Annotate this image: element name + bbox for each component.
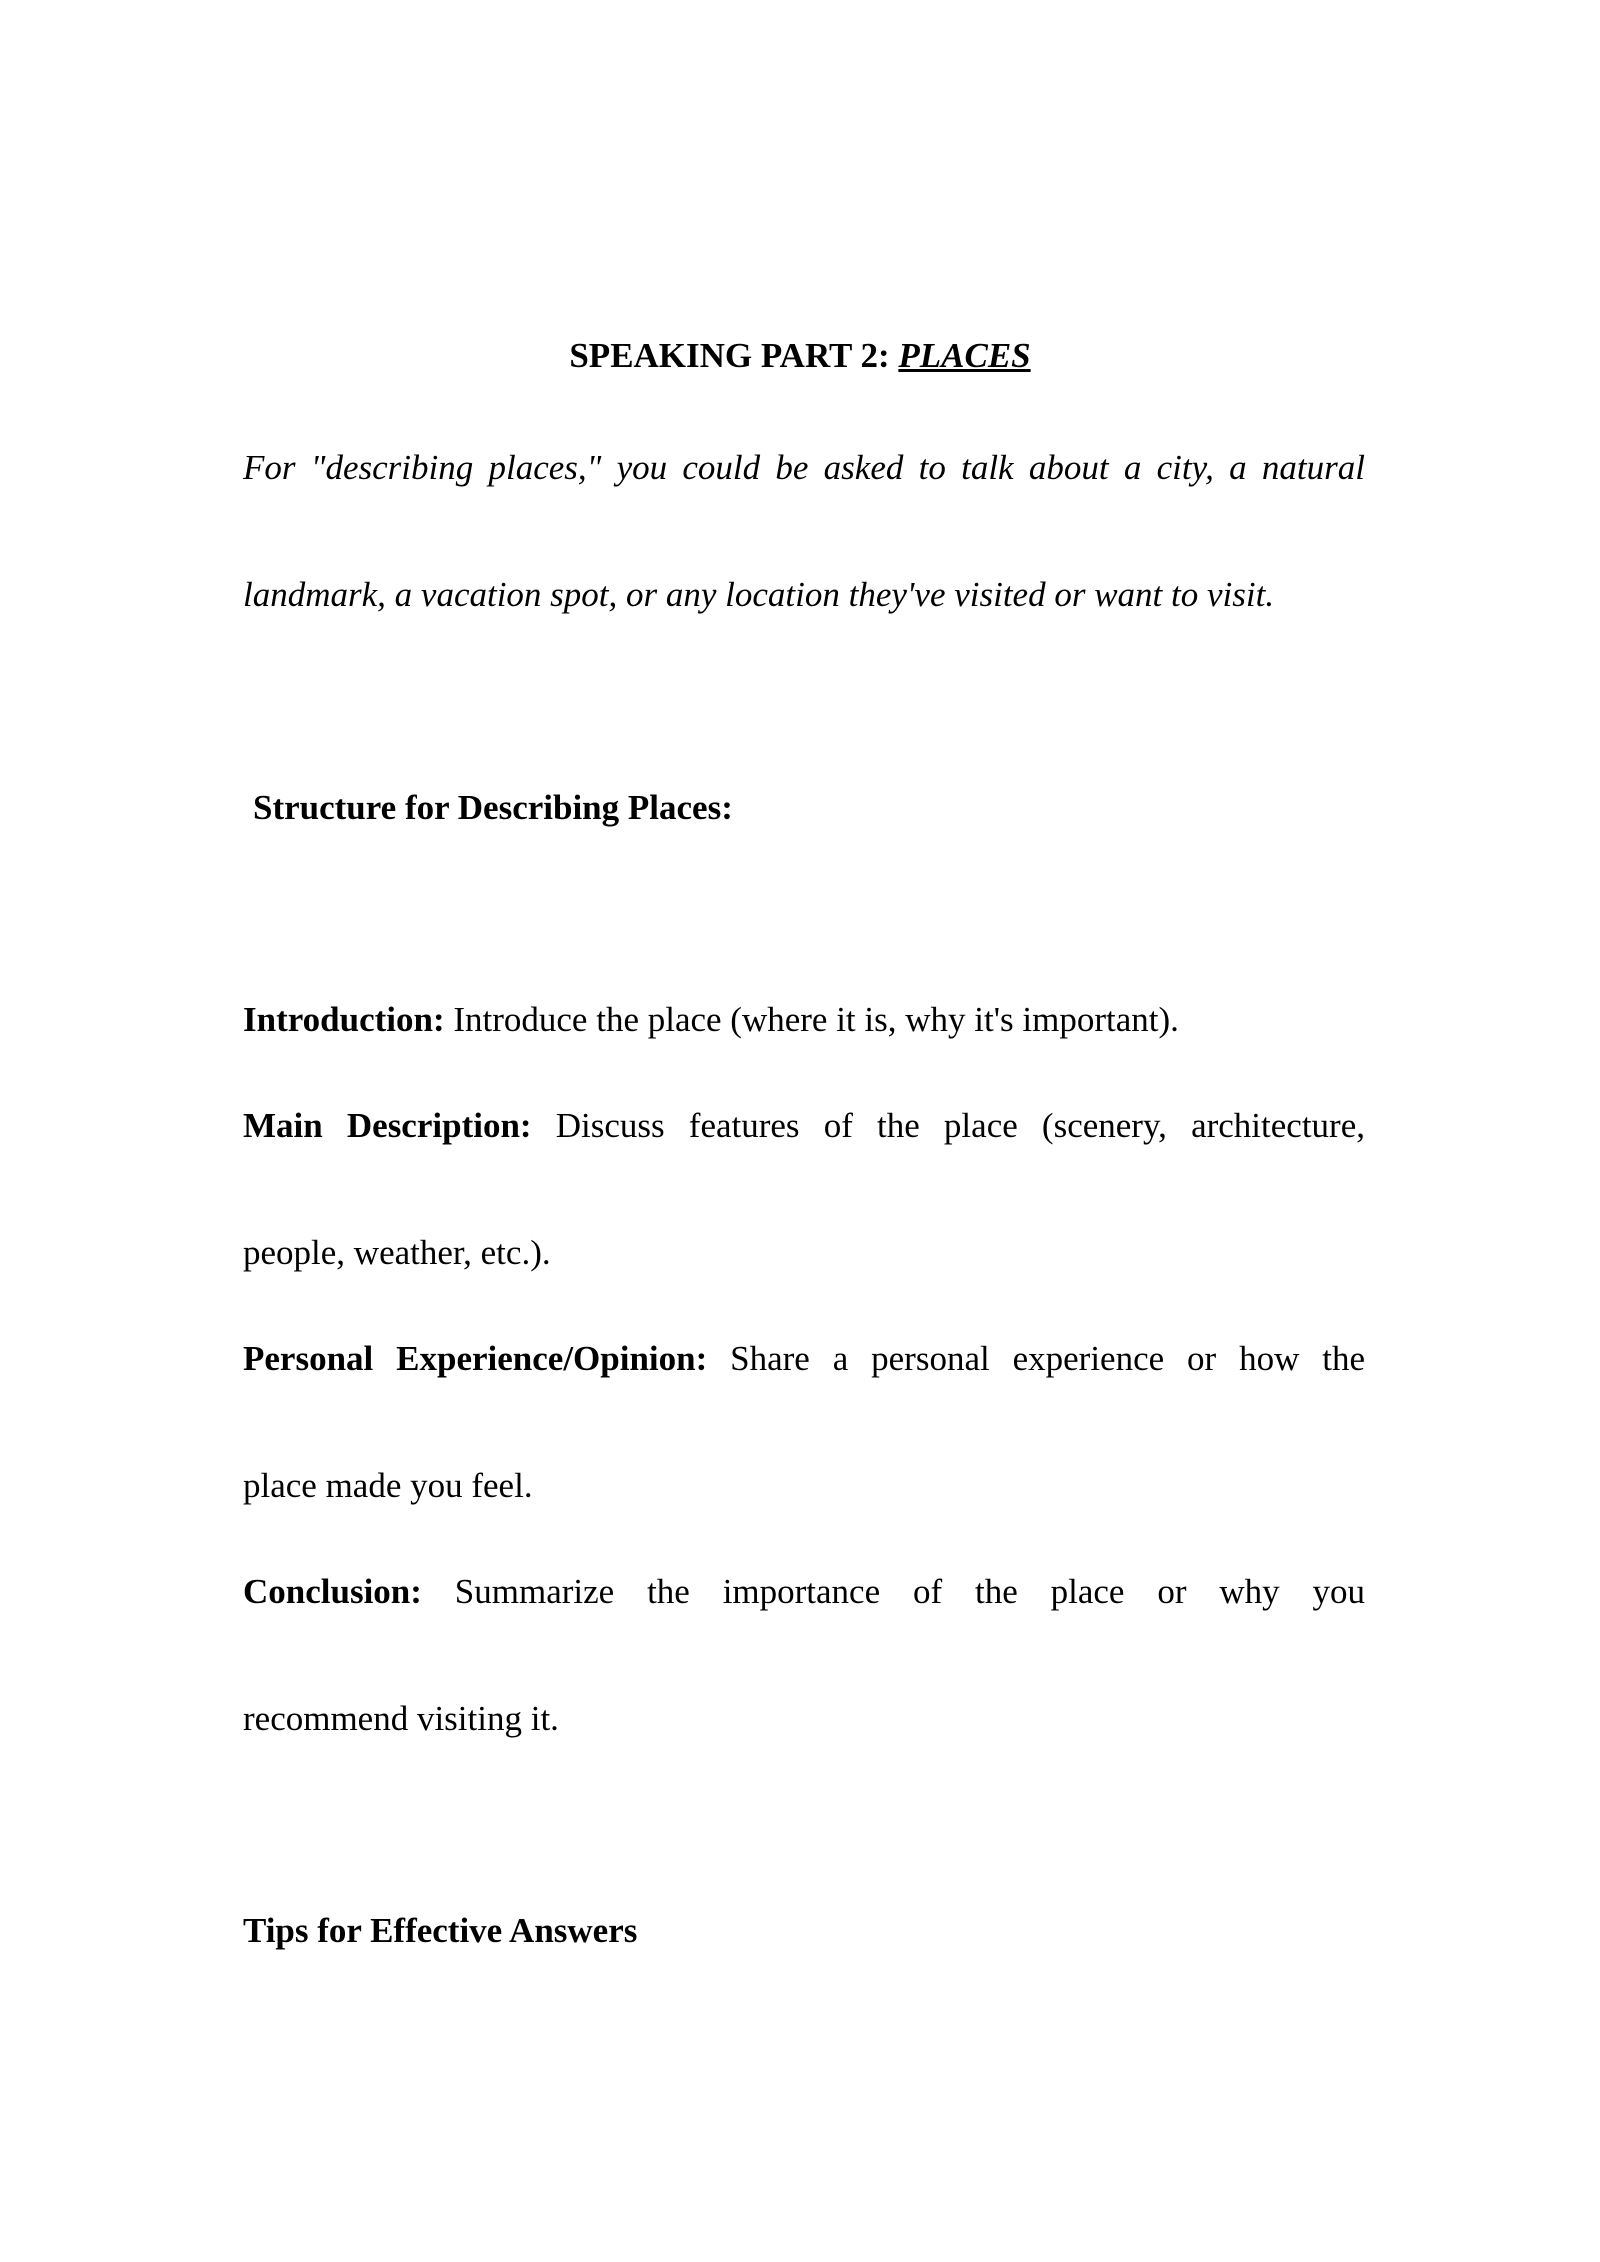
structure-item-introduction <box>243 998 1365 1042</box>
structure-item-conclusion-cont: recommend visiting it. <box>243 1699 559 1738</box>
tips-heading: Tips for Effective Answers <box>243 1911 638 1950</box>
structure-item-personal-experience <box>243 1337 1365 1381</box>
item-text: Discuss features of the place (scenery, architecture, <box>531 1106 1365 1145</box>
structure-item-conclusion <box>243 1570 1365 1614</box>
intro-line-1: For "describing places," you could be asked to talk about a city, a natural <box>243 448 1365 487</box>
page-title <box>0 334 1600 378</box>
item-label: Main Description: <box>243 1106 532 1145</box>
structure-item-main-description <box>243 1104 1365 1148</box>
title-emphasis: PLACES <box>898 336 1031 375</box>
structure-heading: Structure for Describing Places: <box>253 788 733 827</box>
item-label: Introduction: <box>243 1000 445 1039</box>
title-prefix: SPEAKING PART 2: <box>569 336 899 375</box>
item-label: Personal Experience/Opinion: <box>243 1339 708 1378</box>
item-text: Share a personal experience or how the <box>707 1339 1365 1378</box>
structure-item-main-description-cont: people, weather, etc.). <box>243 1233 551 1272</box>
item-text: Introduce the place (where it is, why it's important). <box>444 1000 1179 1039</box>
item-text: Summarize the importance of the place or why you <box>421 1572 1365 1611</box>
intro-line-2: landmark, a vacation spot, or any location they've visited or want to visit. <box>243 575 1275 614</box>
structure-item-personal-experience-cont: place made you feel. <box>243 1466 533 1505</box>
item-label: Conclusion: <box>243 1572 422 1611</box>
